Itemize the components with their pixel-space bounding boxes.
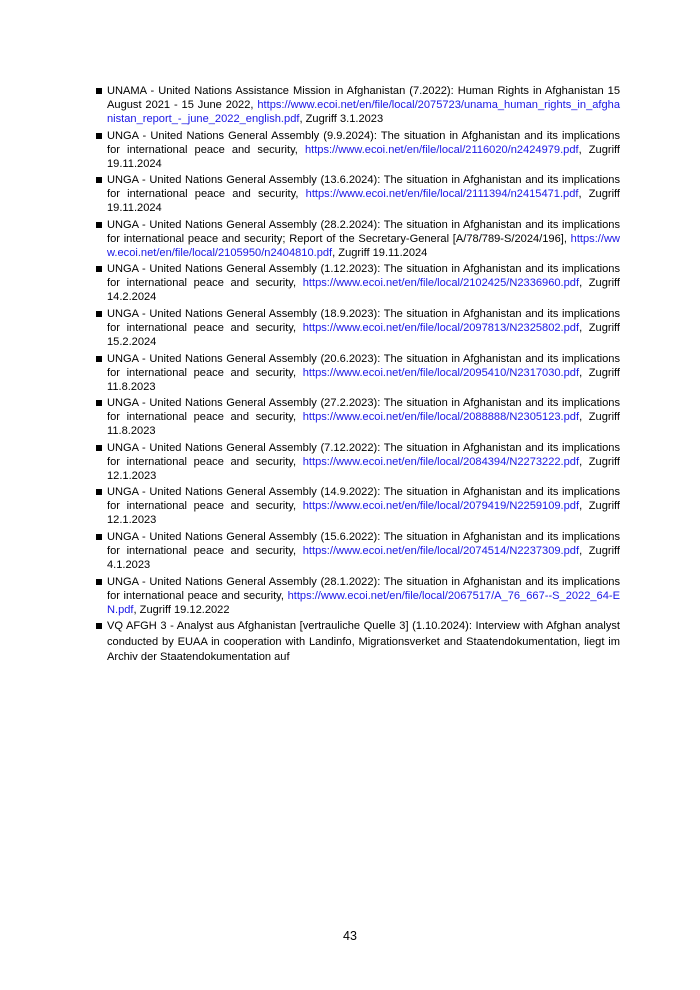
reference-access-date: , Zugriff 3.1.2023: [299, 113, 384, 125]
reference-text: UNGA - United Nations General Assembly (15.6.2022): The situation in Afghanistan and its implications for international peace and security,: [107, 530, 620, 557]
reference-item: [96, 84, 620, 126]
reference-text: UNGA - United Nations General Assembly (28.1.2022): The situation in Afghanistan and its implications for international peace and security,: [107, 575, 620, 602]
reference-link[interactable]: https://www.ecoi.net/en/file/local/2084394/N2273222.pdf: [302, 455, 580, 468]
bullet-icon: [96, 445, 102, 451]
bullet-icon: [96, 222, 102, 228]
reference-item: [96, 619, 620, 666]
reference-text: UNGA - United Nations General Assembly (14.9.2022): The situation in Afghanistan and its implications for international peace and security,: [107, 486, 620, 513]
reference-list: [96, 84, 620, 668]
reference-link[interactable]: https://www.ecoi.net/en/file/local/2095410/N2317030.pdf: [302, 366, 580, 379]
bullet-icon: [96, 266, 102, 272]
reference-link[interactable]: https://www.ecoi.net/en/file/local/2097813/N2325802.pdf: [302, 321, 580, 334]
reference-text: UNGA - United Nations General Assembly (1.12.2023): The situation in Afghanistan and its implications for international peace and security,: [107, 263, 620, 290]
reference-access-date: , Zugriff 19.11.2024: [107, 143, 621, 170]
reference-item: [96, 352, 620, 394]
reference-item: [96, 530, 620, 572]
reference-link[interactable]: https://www.ecoi.net/en/file/local/2075723/unama_human_rights_in_afghanistan_report_-_june_2022_english.pdf: [107, 99, 620, 125]
bullet-icon: [96, 88, 102, 94]
reference-item: [96, 129, 620, 171]
reference-access-date: , Zugriff 19.11.2024: [332, 246, 428, 259]
reference-link[interactable]: https://www.ecoi.net/en/file/local/2074514/N2237309.pdf: [302, 544, 580, 557]
reference-item: [96, 575, 620, 617]
bullet-icon: [96, 311, 102, 317]
reference-link[interactable]: https://www.ecoi.net/en/file/local/2116020/n2424979.pdf: [304, 143, 579, 156]
reference-text: UNGA - United Nations General Assembly (7.12.2022): The situation in Afghanistan and its implications for international peace and security,: [107, 441, 620, 468]
reference-access-date: , Zugriff 14.2.2024: [107, 277, 621, 304]
reference-text: VQ AFGH 3 - Analyst aus Afghanistan [vertrauliche Quelle 3] (1.10.2024): Interview with Afghan analyst conducted by EUAA in cooperation with Landinfo, Migrationsverket and Staatendokumentation, liegt im Archiv der Staatendokumentation auf: [107, 620, 620, 664]
reference-link[interactable]: https://www.ecoi.net/en/file/local/2067517/A_76_667--S_2022_64-EN.pdf: [107, 589, 620, 616]
reference-text: UNGA - United Nations General Assembly (13.6.2024): The situation in Afghanistan and its implications for international peace and security,: [107, 174, 620, 201]
reference-access-date: , Zugriff 12.1.2023: [107, 455, 621, 482]
reference-access-date: , Zugriff 15.2.2024: [107, 321, 621, 348]
reference-item: [96, 485, 620, 527]
reference-text: UNGA - United Nations General Assembly (20.6.2023): The situation in Afghanistan and its implications for international peace and security,: [107, 352, 620, 379]
reference-access-date: , Zugriff 19.12.2022: [133, 603, 230, 616]
reference-text: UNAMA - United Nations Assistance Mission in Afghanistan (7.2022): Human Rights in Afghanistan 15 August 2021 - 15 June 2022,: [107, 85, 620, 111]
bullet-icon: [96, 356, 102, 362]
bullet-icon: [96, 400, 102, 406]
page-number: 43: [343, 929, 357, 943]
reference-link[interactable]: https://www.ecoi.net/en/file/local/2088888/N2305123.pdf: [302, 411, 580, 424]
reference-item: [96, 218, 620, 260]
reference-link[interactable]: https://www.ecoi.net/en/file/local/2102425/N2336960.pdf: [302, 277, 580, 290]
reference-item: [96, 262, 620, 304]
reference-link[interactable]: https://www.ecoi.net/en/file/local/2079419/N2259109.pdf: [302, 500, 580, 513]
reference-access-date: , Zugriff 19.11.2024: [107, 188, 620, 215]
reference-item: [96, 307, 620, 349]
reference-item: [96, 396, 620, 438]
reference-access-date: , Zugriff 11.8.2023: [107, 366, 621, 393]
reference-access-date: , Zugriff 11.8.2023: [107, 411, 621, 438]
bullet-icon: [96, 623, 102, 629]
reference-link[interactable]: https://www.ecoi.net/en/file/local/2105950/n2404810.pdf: [107, 232, 620, 259]
bullet-icon: [96, 133, 102, 139]
bullet-icon: [96, 489, 102, 495]
bullet-icon: [96, 579, 102, 585]
bullet-icon: [96, 177, 102, 183]
reference-access-date: , Zugriff 12.1.2023: [107, 500, 621, 527]
reference-item: [96, 441, 620, 483]
bullet-icon: [96, 534, 102, 540]
reference-text: UNGA - United Nations General Assembly (27.2.2023): The situation in Afghanistan and its implications for international peace and security,: [107, 397, 620, 424]
reference-item: [96, 173, 620, 215]
reference-text: UNGA - United Nations General Assembly (9.9.2024): The situation in Afghanistan and its implications for international peace and security,: [107, 129, 620, 156]
reference-text: UNGA - United Nations General Assembly (28.2.2024): The situation in Afghanistan and its implications for international peace and security; Report of the Secretary-General [A/78/789-S/2024/196],: [107, 218, 620, 245]
reference-access-date: , Zugriff 4.1.2023: [107, 544, 621, 571]
reference-link[interactable]: https://www.ecoi.net/en/file/local/2111394/n2415471.pdf: [305, 188, 579, 201]
reference-text: UNGA - United Nations General Assembly (18.9.2023): The situation in Afghanistan and its implications for international peace and security,: [107, 307, 620, 334]
